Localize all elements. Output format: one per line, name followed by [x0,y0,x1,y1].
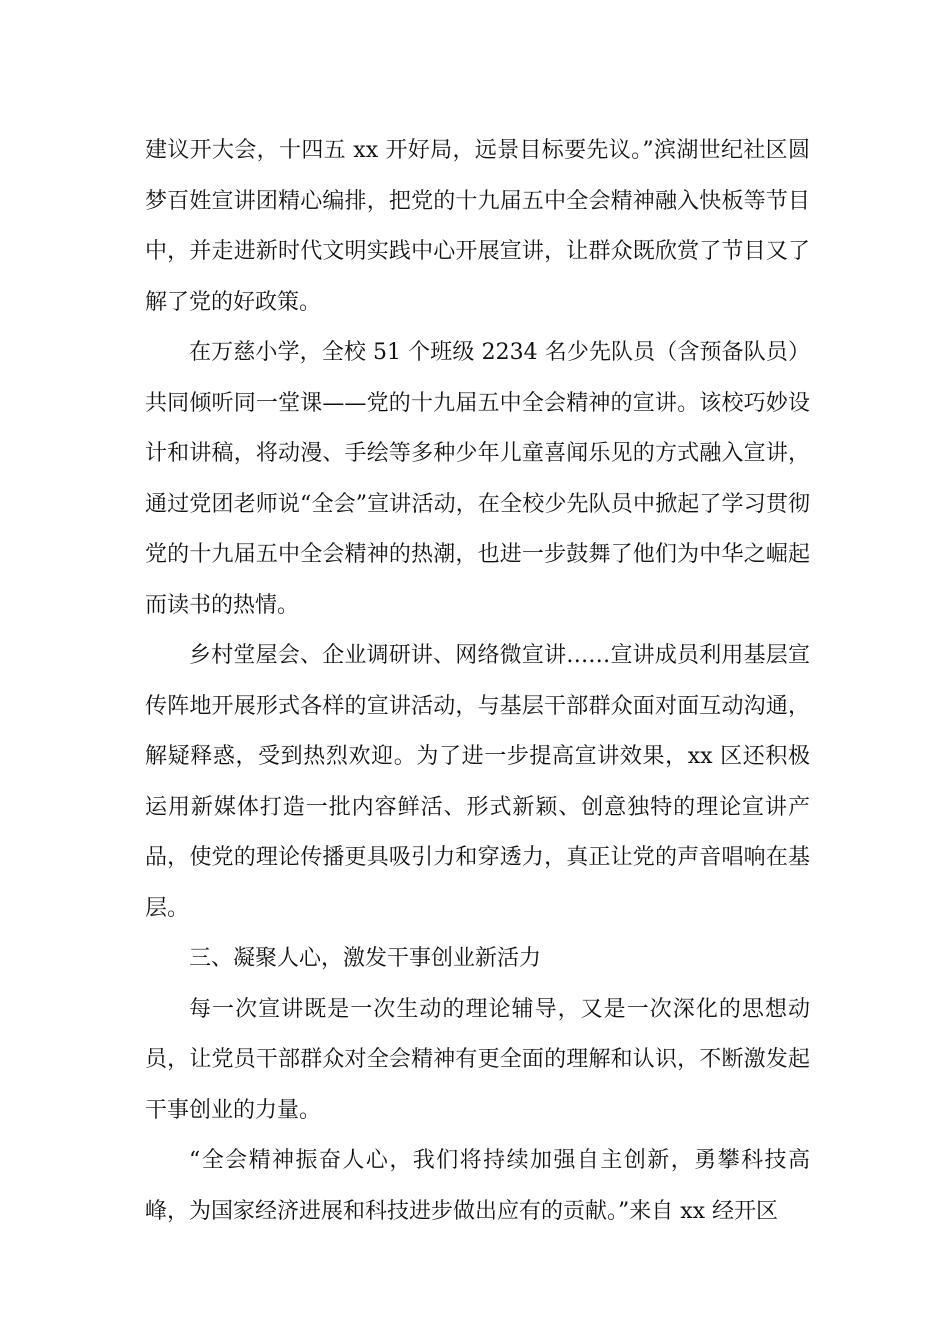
paragraph-grassroots-lectures: 乡村堂屋会、企业调研讲、网络微宣讲……宣讲成员利用基层宣传阵地开展形式各样的宣讲活动，与基层干部群众面对面互动沟通，解疑释惑，受到热烈欢迎。为了进一步提高宣讲效果，xx 区还积极运用新媒体打造一批内容鲜活、形式新颖、创意独特的理论宣讲产品，使党的理论传播更具吸引力和穿透力，真正让党的声音唱响在基层。 [145,643,810,921]
section-heading-three: 三、凝聚人心，激发干事创业新活力 [189,946,542,971]
paragraph-continuation: 建议开大会，十四五 xx 开好局，远景目标要先议。”滨湖世纪社区圆梦百姓宣讲团精心编排，把党的十九届五中全会精神融入快板等节目中，并走进新时代文明实践中心开展宣讲，让群众既欣赏了节目又了解了党的好政策。 [145,138,810,315]
document-body [145,126,810,1237]
paragraph-mobilization: 每一次宣讲既是一次生动的理论辅导，又是一次深化的思想动员，让党员干部群众对全会精神有更全面的理解和认识，不断激发起干事创业的力量。 [145,996,810,1123]
paragraph-quote-innovation: “全会精神振奋人心，我们将持续加强自主创新，勇攀科技高峰，为国家经济进展和科技进步做出应有的贡献。”来自 xx 经开区 [145,1148,810,1224]
paragraph-wanci-school: 在万慈小学，全校 51 个班级 2234 名少先队员（含预备队员）共同倾听同一堂课——党的十九届五中全会精神的宣讲。该校巧妙设计和讲稿，将动漫、手绘等多种少年儿童喜闻乐见的方式融入宣讲，通过党团老师说“全会”宣讲活动，在全校少先队员中掀起了学习贯彻党的十九届五中全会精神的热潮，也进一步鼓舞了他们为中华之崛起而读书的热情。 [145,340,810,618]
